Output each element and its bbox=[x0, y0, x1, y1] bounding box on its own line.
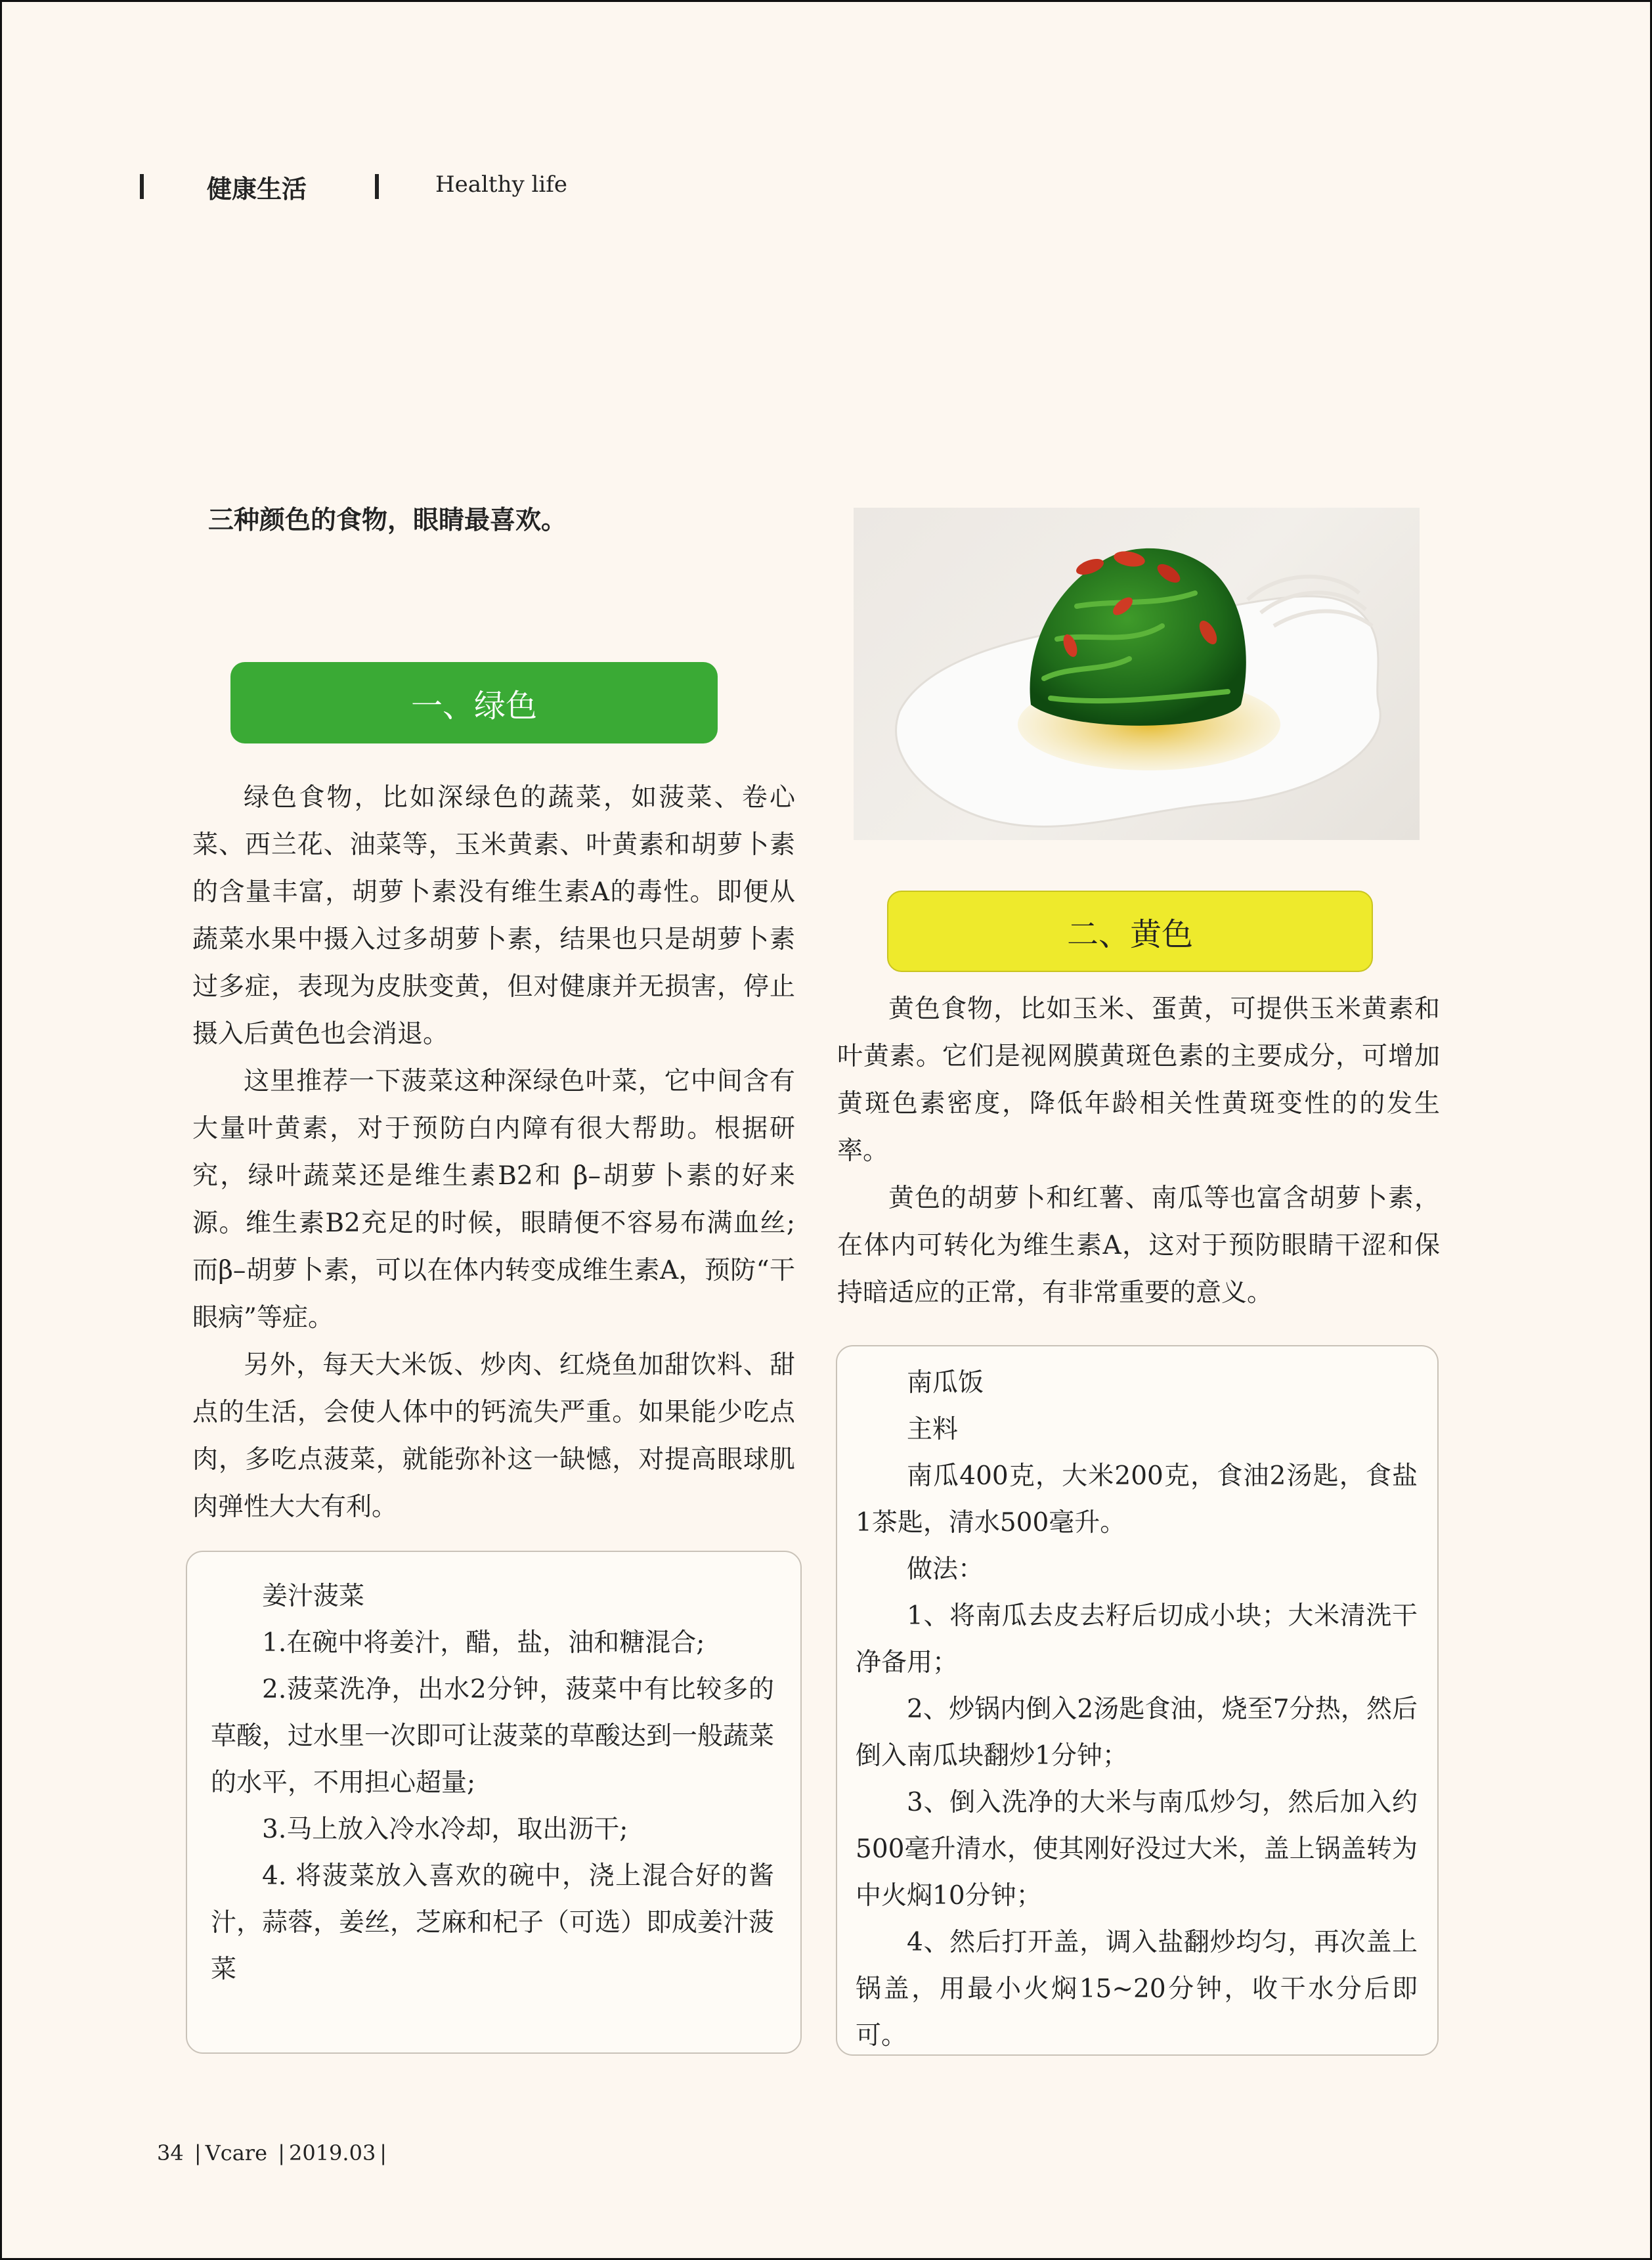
footer-divider: | bbox=[380, 2140, 387, 2165]
article-subtitle: 三种颜色的食物，眼睛最喜欢。 bbox=[208, 506, 567, 535]
recipe-step: 2.菠菜洗净，出水2分钟，菠菜中有比较多的草酸，过水里一次即可让菠菜的草酸达到一般蔬菜的水平，不用担心超量; bbox=[211, 1675, 775, 1798]
recipe-box-pumpkin-rice bbox=[836, 1345, 1439, 2056]
recipe-step: 2、炒锅内倒入2汤匙食油，烧至7分热，然后倒入南瓜块翻炒1分钟； bbox=[856, 1695, 1418, 1771]
recipe-box-ginger-spinach bbox=[186, 1551, 802, 2054]
issue-date: 2019.03 bbox=[288, 2140, 376, 2165]
recipe-step: 4、然后打开盖，调入盐翻炒均匀，再次盖上锅盖，用最小火焖15~20分钟，收干水分后即可。 bbox=[856, 1928, 1418, 2050]
spinach-dish-photo bbox=[854, 508, 1420, 840]
recipe-step: 1、将南瓜去皮去籽后切成小块；大米清洗干净备用； bbox=[856, 1601, 1418, 1677]
section-title: 健康生活 bbox=[207, 175, 307, 204]
recipe-step: 1.在碗中将姜汁，醋，盐，油和糖混合; bbox=[262, 1628, 705, 1658]
recipe-step: 4. 将菠菜放入喜欢的碗中，浇上混合好的酱汁，蒜蓉，姜丝，芝麻和杞子（可选）即成姜汁菠菜 bbox=[211, 1861, 775, 1984]
recipe-step: 3.马上放入冷水冷却，取出沥干; bbox=[262, 1815, 628, 1844]
header-divider bbox=[375, 174, 379, 199]
spinach-dish-illustration bbox=[854, 508, 1420, 840]
magazine-name: Vcare bbox=[205, 2140, 268, 2165]
paragraph: 另外，每天大米饭、炒肉、红烧鱼加甜饮料、甜点的生活，会使人体中的钙流失严重。如果能少吃点肉，多吃点菠菜，就能弥补这一缺憾，对提高眼球肌 肉弹性大大有利。 bbox=[192, 1350, 795, 1522]
paragraph: 绿色食物，比如深绿色的蔬菜，如菠菜、卷心菜、西兰花、油菜等，玉米黄素、叶黄素和胡萝卜素的含量丰富，胡萝卜素没有维生素A的毒性。即便从蔬菜水果中摄入过多胡萝卜素，结果也只是胡萝卜素过多症，表现为皮肤变黄，但对健康并无损害，停止摄入后黄色也会消退。 bbox=[192, 783, 795, 1049]
recipe-ingredients: 南瓜400克，大米200克，食油2汤匙，食盐1茶匙，清水500毫升。 bbox=[856, 1461, 1418, 1538]
footer-divider: | bbox=[194, 2140, 202, 2165]
page-footer bbox=[157, 2140, 391, 2165]
green-section-body bbox=[192, 774, 795, 1531]
recipe-title: 姜汁菠菜 bbox=[262, 1582, 365, 1611]
recipe-label: 主料 bbox=[907, 1415, 959, 1444]
recipe-step: 3、倒入洗净的大米与南瓜炒匀，然后加入约500毫升清水，使其刚好没过大米，盖上锅盖转为中火焖10分钟； bbox=[856, 1788, 1418, 1911]
recipe-label: 做法： bbox=[907, 1555, 984, 1584]
paragraph: 这里推荐一下菠菜这种深绿色叶菜，它中间含有大量叶黄素，对于预防白内障有很大帮助。根据研究，绿叶蔬菜还是维生素B2和 β–胡萝卜素的好来源。维生素B2充足的时候，眼睛便不容易布满血丝;而β–胡萝卜素，可以在体内转变成维生素A，预防“干眼病”等症。 bbox=[192, 1067, 795, 1333]
header-divider bbox=[140, 174, 144, 199]
section-title-en: Healthy life bbox=[435, 171, 567, 198]
paragraph: 黄色的胡萝卜和红薯、南瓜等也富含胡萝卜素，在体内可转化为维生素A，这对于预防眼睛干涩和保持暗适应的正常，有非常重要的意义。 bbox=[837, 1184, 1440, 1308]
paragraph: 黄色食物，比如玉米、蛋黄，可提供玉米黄素和叶黄素。它们是视网膜黄斑色素的主要成分，可增加黄斑色素密度，降低年龄相关性黄斑变性的的发生率。 bbox=[837, 994, 1440, 1166]
page-number: 34 bbox=[157, 2140, 184, 2165]
yellow-section-body bbox=[837, 986, 1440, 1317]
yellow-section-heading: 二、黄色 bbox=[887, 891, 1373, 972]
footer-divider: | bbox=[278, 2140, 285, 2165]
green-section-heading: 一、绿色 bbox=[230, 662, 718, 743]
recipe-title: 南瓜饭 bbox=[907, 1368, 984, 1398]
